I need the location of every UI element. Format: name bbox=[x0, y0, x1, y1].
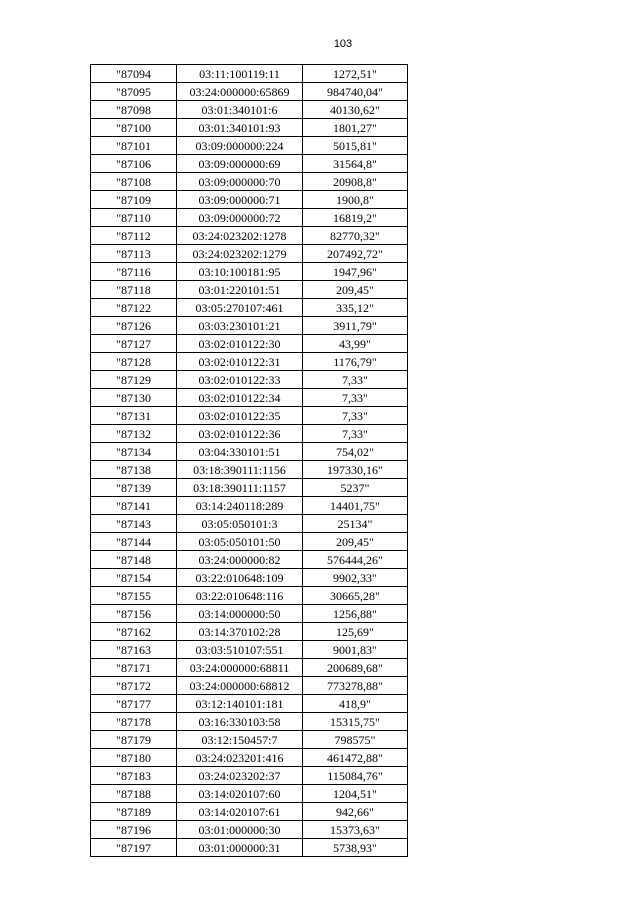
table-row bbox=[91, 587, 408, 605]
cadastral-number-cell: 03:16:330103:58 bbox=[177, 713, 303, 731]
record-number-cell: "87106 bbox=[91, 155, 177, 173]
record-number-cell: "87177 bbox=[91, 695, 177, 713]
cadastral-number-cell: 03:05:050101:50 bbox=[177, 533, 303, 551]
cadastral-number-cell: 03:02:010122:33 bbox=[177, 371, 303, 389]
value-cell: 754,02" bbox=[303, 443, 408, 461]
record-number-cell: "87196 bbox=[91, 821, 177, 839]
cadastral-number-cell: 03:02:010122:34 bbox=[177, 389, 303, 407]
table-row bbox=[91, 245, 408, 263]
record-number-cell: "87178 bbox=[91, 713, 177, 731]
value-cell: 40130,62" bbox=[303, 101, 408, 119]
cadastral-number-cell: 03:22:010648:109 bbox=[177, 569, 303, 587]
value-cell: 7,33" bbox=[303, 389, 408, 407]
value-cell: 5015,81" bbox=[303, 137, 408, 155]
table-row bbox=[91, 281, 408, 299]
cadastral-number-cell: 03:22:010648:116 bbox=[177, 587, 303, 605]
table-row bbox=[91, 623, 408, 641]
cadastral-number-cell: 03:12:150457:7 bbox=[177, 731, 303, 749]
table-row bbox=[91, 479, 408, 497]
cadastral-number-cell: 03:14:000000:50 bbox=[177, 605, 303, 623]
table-row bbox=[91, 137, 408, 155]
value-cell: 25134" bbox=[303, 515, 408, 533]
record-number-cell: "87154 bbox=[91, 569, 177, 587]
cadastral-number-cell: 03:01:340101:93 bbox=[177, 119, 303, 137]
record-number-cell: "87095 bbox=[91, 83, 177, 101]
value-cell: 7,33" bbox=[303, 407, 408, 425]
cadastral-number-cell: 03:18:390111:1156 bbox=[177, 461, 303, 479]
value-cell: 200689,68" bbox=[303, 659, 408, 677]
table-row bbox=[91, 425, 408, 443]
table-row bbox=[91, 695, 408, 713]
record-number-cell: "87110 bbox=[91, 209, 177, 227]
cadastral-number-cell: 03:03:230101:21 bbox=[177, 317, 303, 335]
record-number-cell: "87130 bbox=[91, 389, 177, 407]
record-number-cell: "87131 bbox=[91, 407, 177, 425]
table-row bbox=[91, 839, 408, 857]
table-row bbox=[91, 515, 408, 533]
value-cell: 418,9" bbox=[303, 695, 408, 713]
cadastral-number-cell: 03:14:020107:61 bbox=[177, 803, 303, 821]
record-number-cell: "87113 bbox=[91, 245, 177, 263]
record-number-cell: "87172 bbox=[91, 677, 177, 695]
table-row bbox=[91, 551, 408, 569]
data-table bbox=[90, 64, 408, 857]
record-number-cell: "87094 bbox=[91, 65, 177, 83]
cadastral-number-cell: 03:05:050101:3 bbox=[177, 515, 303, 533]
record-number-cell: "87122 bbox=[91, 299, 177, 317]
record-number-cell: "87163 bbox=[91, 641, 177, 659]
value-cell: 43,99" bbox=[303, 335, 408, 353]
table-row bbox=[91, 155, 408, 173]
record-number-cell: "87156 bbox=[91, 605, 177, 623]
value-cell: 30665,28" bbox=[303, 587, 408, 605]
table-body bbox=[91, 65, 408, 857]
record-number-cell: "87155 bbox=[91, 587, 177, 605]
value-cell: 335,12" bbox=[303, 299, 408, 317]
value-cell: 14401,75" bbox=[303, 497, 408, 515]
cadastral-number-cell: 03:14:370102:28 bbox=[177, 623, 303, 641]
cadastral-number-cell: 03:03:510107:551 bbox=[177, 641, 303, 659]
record-number-cell: "87139 bbox=[91, 479, 177, 497]
table-row bbox=[91, 461, 408, 479]
value-cell: 82770,32" bbox=[303, 227, 408, 245]
record-number-cell: "87143 bbox=[91, 515, 177, 533]
cadastral-number-cell: 03:01:340101:6 bbox=[177, 101, 303, 119]
table-row bbox=[91, 731, 408, 749]
record-number-cell: "87128 bbox=[91, 353, 177, 371]
cadastral-number-cell: 03:12:140101:181 bbox=[177, 695, 303, 713]
record-number-cell: "87144 bbox=[91, 533, 177, 551]
record-number-cell: "87109 bbox=[91, 191, 177, 209]
table-row bbox=[91, 335, 408, 353]
value-cell: 576444,26" bbox=[303, 551, 408, 569]
cadastral-number-cell: 03:10:100181:95 bbox=[177, 263, 303, 281]
value-cell: 984740,04" bbox=[303, 83, 408, 101]
value-cell: 7,33" bbox=[303, 371, 408, 389]
record-number-cell: "87197 bbox=[91, 839, 177, 857]
record-number-cell: "87129 bbox=[91, 371, 177, 389]
cadastral-number-cell: 03:14:020107:60 bbox=[177, 785, 303, 803]
cadastral-number-cell: 03:24:000000:68812 bbox=[177, 677, 303, 695]
value-cell: 1256,88" bbox=[303, 605, 408, 623]
table-row bbox=[91, 605, 408, 623]
value-cell: 798575" bbox=[303, 731, 408, 749]
table-row bbox=[91, 659, 408, 677]
value-cell: 16819,2" bbox=[303, 209, 408, 227]
table-row bbox=[91, 209, 408, 227]
table-row bbox=[91, 821, 408, 839]
record-number-cell: "87179 bbox=[91, 731, 177, 749]
table-row bbox=[91, 677, 408, 695]
table-row bbox=[91, 317, 408, 335]
cadastral-number-cell: 03:02:010122:35 bbox=[177, 407, 303, 425]
record-number-cell: "87127 bbox=[91, 335, 177, 353]
record-number-cell: "87100 bbox=[91, 119, 177, 137]
record-number-cell: "87116 bbox=[91, 263, 177, 281]
value-cell: 5237" bbox=[303, 479, 408, 497]
cadastral-number-cell: 03:01:220101:51 bbox=[177, 281, 303, 299]
value-cell: 209,45" bbox=[303, 533, 408, 551]
record-number-cell: "87101 bbox=[91, 137, 177, 155]
value-cell: 1801,27" bbox=[303, 119, 408, 137]
value-cell: 9902,33" bbox=[303, 569, 408, 587]
record-number-cell: "87108 bbox=[91, 173, 177, 191]
value-cell: 773278,88" bbox=[303, 677, 408, 695]
table-row bbox=[91, 407, 408, 425]
cadastral-number-cell: 03:04:330101:51 bbox=[177, 443, 303, 461]
record-number-cell: "87189 bbox=[91, 803, 177, 821]
value-cell: 1900,8" bbox=[303, 191, 408, 209]
cadastral-number-cell: 03:24:000000:82 bbox=[177, 551, 303, 569]
table-row bbox=[91, 299, 408, 317]
table-row bbox=[91, 227, 408, 245]
value-cell: 1947,96" bbox=[303, 263, 408, 281]
value-cell: 1272,51" bbox=[303, 65, 408, 83]
table-row bbox=[91, 389, 408, 407]
table-row bbox=[91, 767, 408, 785]
cadastral-number-cell: 03:02:010122:31 bbox=[177, 353, 303, 371]
cadastral-number-cell: 03:11:100119:11 bbox=[177, 65, 303, 83]
table-row bbox=[91, 119, 408, 137]
table-row bbox=[91, 713, 408, 731]
value-cell: 115084,76" bbox=[303, 767, 408, 785]
record-number-cell: "87134 bbox=[91, 443, 177, 461]
value-cell: 1204,51" bbox=[303, 785, 408, 803]
table-row bbox=[91, 533, 408, 551]
cadastral-number-cell: 03:24:023202:37 bbox=[177, 767, 303, 785]
value-cell: 31564,8" bbox=[303, 155, 408, 173]
record-number-cell: "87188 bbox=[91, 785, 177, 803]
table-row bbox=[91, 803, 408, 821]
cadastral-number-cell: 03:05:270107:461 bbox=[177, 299, 303, 317]
record-number-cell: "87132 bbox=[91, 425, 177, 443]
value-cell: 461472,88" bbox=[303, 749, 408, 767]
value-cell: 197330,16" bbox=[303, 461, 408, 479]
record-number-cell: "87138 bbox=[91, 461, 177, 479]
value-cell: 9001,83" bbox=[303, 641, 408, 659]
value-cell: 15315,75" bbox=[303, 713, 408, 731]
record-number-cell: "87098 bbox=[91, 101, 177, 119]
record-number-cell: "87148 bbox=[91, 551, 177, 569]
cadastral-number-cell: 03:09:000000:224 bbox=[177, 137, 303, 155]
record-number-cell: "87126 bbox=[91, 317, 177, 335]
table-row bbox=[91, 443, 408, 461]
record-number-cell: "87180 bbox=[91, 749, 177, 767]
cadastral-number-cell: 03:09:000000:72 bbox=[177, 209, 303, 227]
cadastral-number-cell: 03:24:023201:416 bbox=[177, 749, 303, 767]
table-row bbox=[91, 83, 408, 101]
table-row bbox=[91, 263, 408, 281]
value-cell: 209,45" bbox=[303, 281, 408, 299]
cadastral-number-cell: 03:01:000000:30 bbox=[177, 821, 303, 839]
record-number-cell: "87171 bbox=[91, 659, 177, 677]
record-number-cell: "87112 bbox=[91, 227, 177, 245]
value-cell: 942,66" bbox=[303, 803, 408, 821]
table-row bbox=[91, 749, 408, 767]
value-cell: 1176,79" bbox=[303, 353, 408, 371]
cadastral-number-cell: 03:24:000000:68811 bbox=[177, 659, 303, 677]
value-cell: 5738,93" bbox=[303, 839, 408, 857]
table-row bbox=[91, 371, 408, 389]
value-cell: 3911,79" bbox=[303, 317, 408, 335]
cadastral-number-cell: 03:14:240118:289 bbox=[177, 497, 303, 515]
value-cell: 20908,8" bbox=[303, 173, 408, 191]
table-row bbox=[91, 569, 408, 587]
table-row bbox=[91, 497, 408, 515]
cadastral-number-cell: 03:24:023202:1278 bbox=[177, 227, 303, 245]
record-number-cell: "87141 bbox=[91, 497, 177, 515]
table-row bbox=[91, 353, 408, 371]
table-row bbox=[91, 65, 408, 83]
cadastral-number-cell: 03:02:010122:30 bbox=[177, 335, 303, 353]
table-row bbox=[91, 191, 408, 209]
page-number: 103 bbox=[333, 38, 353, 50]
cadastral-number-cell: 03:02:010122:36 bbox=[177, 425, 303, 443]
cadastral-number-cell: 03:09:000000:71 bbox=[177, 191, 303, 209]
value-cell: 7,33" bbox=[303, 425, 408, 443]
cadastral-number-cell: 03:01:000000:31 bbox=[177, 839, 303, 857]
table-row bbox=[91, 785, 408, 803]
record-number-cell: "87183 bbox=[91, 767, 177, 785]
record-number-cell: "87118 bbox=[91, 281, 177, 299]
value-cell: 125,69" bbox=[303, 623, 408, 641]
cadastral-number-cell: 03:18:390111:1157 bbox=[177, 479, 303, 497]
cadastral-number-cell: 03:09:000000:69 bbox=[177, 155, 303, 173]
value-cell: 207492,72" bbox=[303, 245, 408, 263]
record-number-cell: "87162 bbox=[91, 623, 177, 641]
cadastral-number-cell: 03:24:023202:1279 bbox=[177, 245, 303, 263]
table-row bbox=[91, 173, 408, 191]
table-row bbox=[91, 101, 408, 119]
cadastral-number-cell: 03:24:000000:65869 bbox=[177, 83, 303, 101]
cadastral-number-cell: 03:09:000000:70 bbox=[177, 173, 303, 191]
table-row bbox=[91, 641, 408, 659]
value-cell: 15373,63" bbox=[303, 821, 408, 839]
